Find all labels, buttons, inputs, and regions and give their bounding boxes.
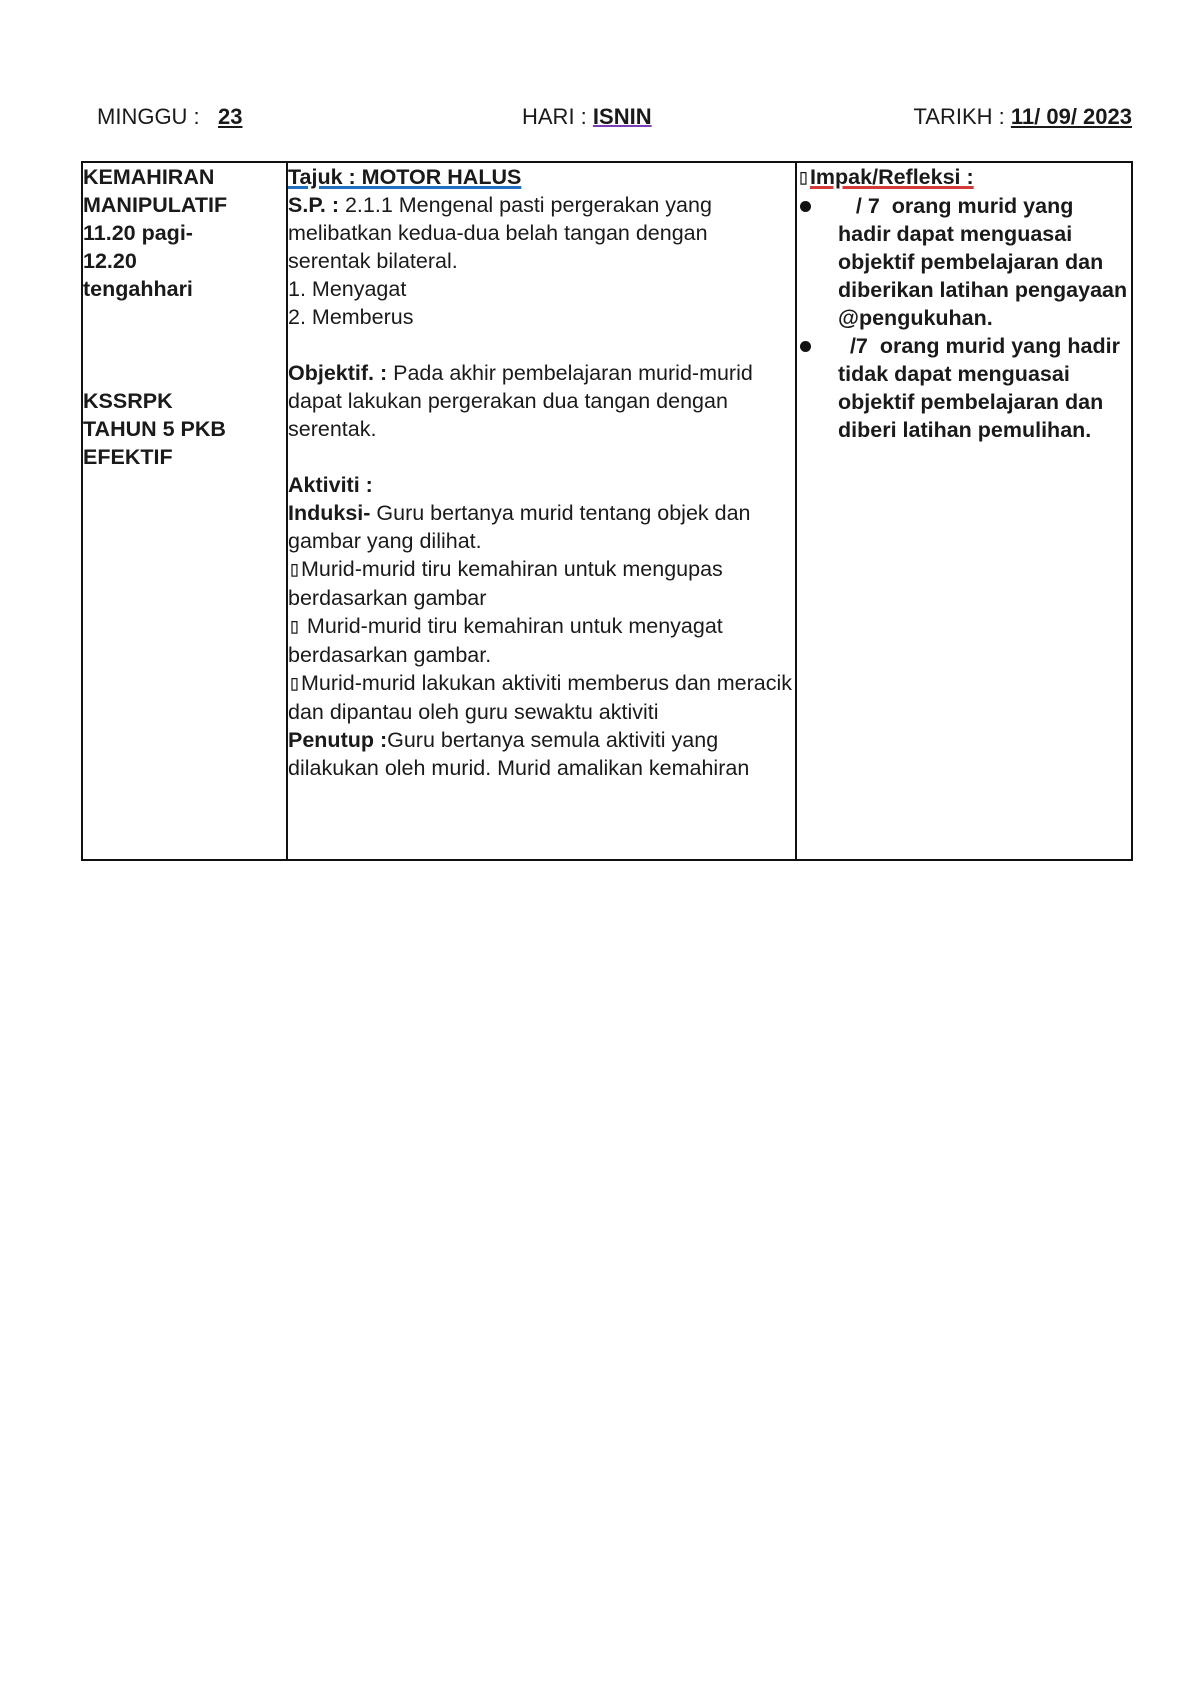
time-line: tengahhari — [83, 277, 193, 301]
box-glyph-icon: ▯ — [797, 165, 810, 190]
impak-title: Impak/Refleksi : — [809, 165, 974, 189]
tajuk-title: Tajuk : MOTOR HALUS — [288, 165, 522, 189]
list-item: /7 orang murid yang hadir tidak dapat menguasai objektif pembelajaran dan diberi latihan pemulihan. — [797, 332, 1131, 444]
box-glyph-icon: ▯ — [288, 614, 301, 639]
program-line: KSSRPK — [83, 389, 173, 413]
minggu-field — [97, 102, 243, 132]
lesson-plan-table — [81, 161, 1133, 861]
tarikh-field — [913, 102, 1132, 132]
reflection-cell — [796, 162, 1132, 860]
lesson-row — [82, 162, 1132, 860]
lesson-header — [97, 102, 1132, 132]
aktiviti-label: Aktiviti : — [288, 473, 373, 497]
hari-field — [522, 102, 652, 132]
box-glyph-icon: ▯ — [288, 557, 301, 582]
activity-step: ▯Murid-murid lakukan aktiviti memberus dan meracik dan dipantau oleh guru sewaktu aktiviti — [288, 671, 793, 724]
sp-text: 2.1.1 Mengenal pasti pergerakan yang melibatkan kedua-dua belah tangan dengan serentak bilateral. — [288, 193, 712, 273]
bullet-icon — [800, 341, 811, 352]
program-line: TAHUN 5 PKB — [83, 417, 226, 441]
induksi-text: Guru bertanya murid tentang objek dan gambar yang dilihat. — [288, 501, 751, 553]
objektif-label: Objektif. : — [288, 361, 388, 385]
hari-value: ISNIN — [592, 104, 652, 129]
hari-label: HARI : — [522, 104, 587, 129]
tarikh-label: TARIKH : — [913, 104, 1005, 129]
induksi-label: Induksi- — [288, 501, 371, 525]
subject-line: MANIPULATIF — [83, 193, 228, 217]
penutup-paragraph — [288, 726, 795, 782]
box-glyph-icon: ▯ — [288, 671, 301, 696]
tarikh-value: 11/ 09/ 2023 — [1010, 104, 1132, 129]
objektif-text: Pada akhir pembelajaran murid-murid dapat lakukan pergerakan dua tangan dengan serentak. — [288, 361, 753, 441]
sp-label: S.P. : — [288, 193, 339, 217]
reflection-list — [797, 192, 1134, 444]
sp-paragraph — [288, 191, 795, 275]
time-line: 11.20 pagi- — [83, 221, 193, 245]
minggu-value: 23 — [218, 104, 243, 129]
objektif-paragraph — [288, 359, 795, 443]
induksi-paragraph — [288, 499, 795, 555]
activity-step: ▯ Murid-murid tiru kemahiran untuk menyagat berdasarkan gambar. — [288, 614, 723, 667]
time-line: 12.20 — [83, 249, 137, 273]
penutup-label: Penutup : — [288, 728, 388, 752]
program-line: EFEKTIF — [83, 445, 173, 469]
penutup-text: Guru bertanya semula aktiviti yang dilakukan oleh murid. Murid amalikan kemahiran — [288, 728, 750, 780]
activity-step: ▯Murid-murid tiru kemahiran untuk mengupas berdasarkan gambar — [288, 557, 723, 610]
subject-line: KEMAHIRAN — [83, 165, 215, 189]
minggu-label: MINGGU : — [97, 104, 200, 129]
list-item: / 7 orang murid yang hadir dapat menguasai objektif pembelajaran dan diberikan latihan pengayaan @pengukuhan. — [797, 192, 1131, 332]
lesson-content-cell — [287, 162, 796, 860]
bullet-icon — [800, 201, 811, 212]
sp-item: 1. Menyagat — [288, 277, 407, 301]
sp-item: 2. Memberus — [288, 305, 414, 329]
subject-cell — [82, 162, 287, 860]
